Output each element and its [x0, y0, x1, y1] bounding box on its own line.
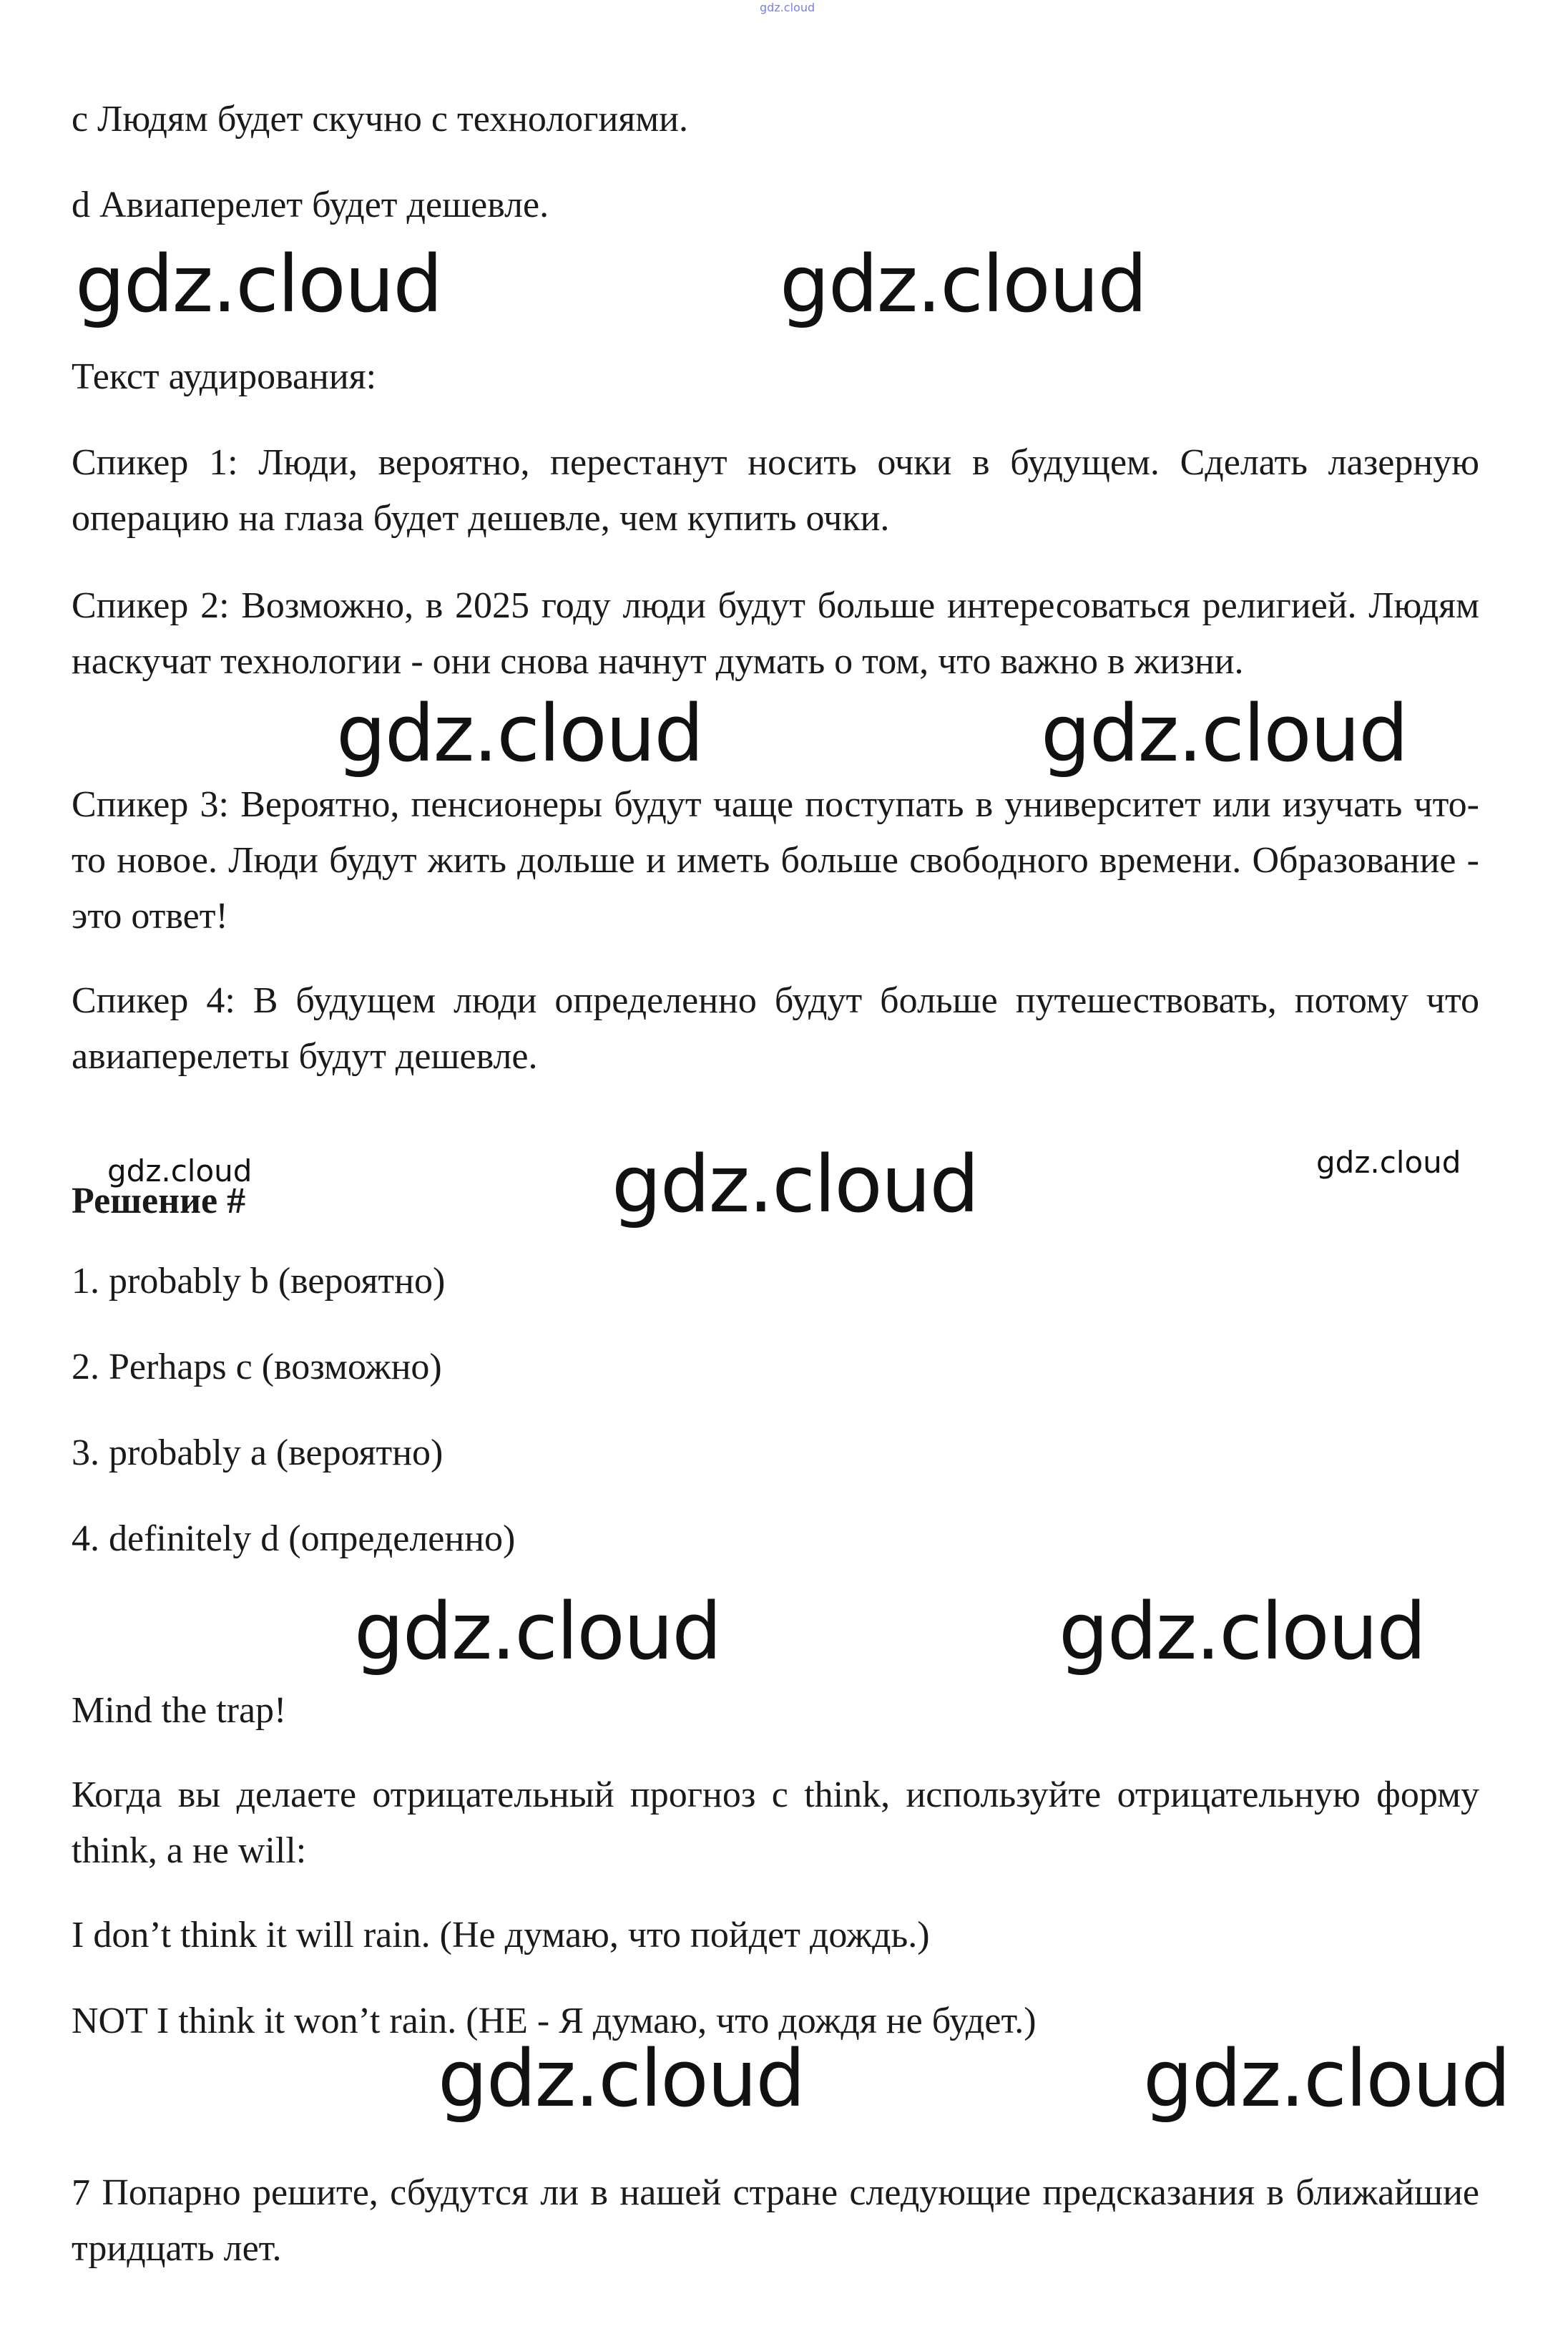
watermark: gdz.cloud	[438, 2033, 805, 2124]
watermark: gdz.cloud	[75, 238, 442, 330]
trap-rule-text: Когда вы делаете отрицательный прогноз с think, используйте отрицательную форму think, а не will:	[72, 1774, 1479, 1871]
watermark: gdz.cloud	[354, 1586, 721, 1677]
watermark: gdz.cloud	[1316, 1145, 1461, 1180]
audio-heading: Текст аудирования:	[72, 356, 377, 397]
speaker-4-text: Спикер 4: В будущем люди определенно будут больше путешествовать, потому что авиаперелеты будут дешевле.	[72, 980, 1479, 1077]
option-c: c Людям будет скучно с технологиями.	[72, 99, 688, 140]
solution-heading: Решение #	[72, 1181, 246, 1221]
answer-4: 4. definitely d (определенно)	[72, 1518, 516, 1559]
answer-3: 3. probably a (вероятно)	[72, 1432, 444, 1473]
speaker-3-text: Спикер 3: Вероятно, пенсионеры будут чаще поступать в университет или изучать что-то новое. Люди будут жить дольше и иметь больше свободного времени. Образование - это ответ!	[72, 784, 1479, 937]
task-7-text: 7 Попарно решите, сбудутся ли в нашей стране следующие предсказания в ближайшие тридцать лет.	[72, 2172, 1479, 2269]
watermark: gdz.cloud	[780, 238, 1147, 330]
speaker-1-text: Спикер 1: Люди, вероятно, перестанут носить очки в будущем. Сделать лазерную операцию на глаза будет дешевле, чем купить очки.	[72, 442, 1479, 539]
watermark-top: gdz.cloud	[760, 1, 815, 14]
watermark: gdz.cloud	[1143, 2033, 1510, 2124]
watermark: gdz.cloud	[1041, 688, 1408, 779]
trap-example-1: I don’t think it will rain. (Не думаю, что пойдет дождь.)	[72, 1915, 930, 1955]
answer-2: 2. Perhaps c (возможно)	[72, 1347, 442, 1387]
speaker-2-text: Спикер 2: Возможно, в 2025 году люди будут больше интересоваться религией. Людям наскучат технологии - они снова начнут думать о том, что важно в жизни.	[72, 585, 1479, 682]
watermark: gdz.cloud	[107, 1153, 253, 1188]
option-d: d Авиаперелет будет дешевле.	[72, 185, 549, 225]
answer-1: 1. probably b (вероятно)	[72, 1261, 446, 1302]
mind-the-trap-heading: Mind the trap!	[72, 1690, 287, 1731]
watermark: gdz.cloud	[1059, 1586, 1426, 1677]
watermark: gdz.cloud	[612, 1138, 979, 1230]
watermark: gdz.cloud	[336, 688, 703, 779]
trap-example-2: NOT I think it won’t rain. (НЕ - Я думаю, что дождя не будет.)	[72, 2001, 1037, 2041]
